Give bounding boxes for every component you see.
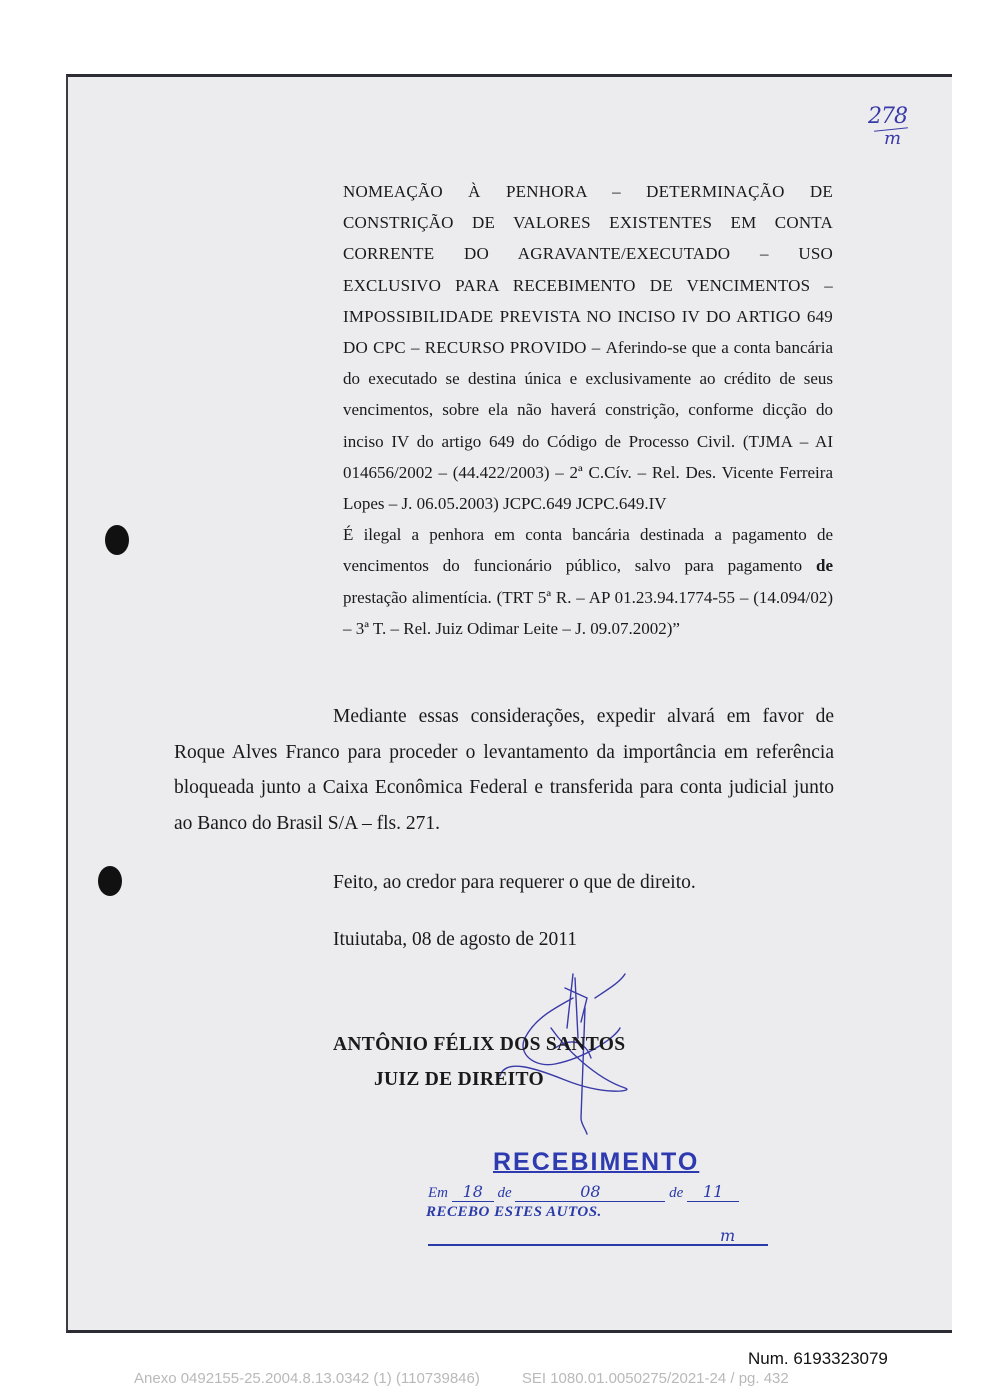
quote-body: Aferindo-se que a conta bancária do executado se destina única e exclusivamente ao crédito de seus vencimentos, sobre ela não haverá constrição, conforme dicção do inciso IV do artigo 649 do Código de Processo Civil. (TJMA – AI 014656/2002 – (44.422/2003) – 2ª C.Cív. – Rel. Des. Vicente Ferreira Lopes – J. 06.05.2003) JCPC.649 JCPC.649.IV (343, 338, 833, 514)
stamp-signature-line (428, 1244, 768, 1246)
stamp-date-line (428, 1182, 739, 1202)
quote-second-pre: É ilegal a penhora em conta bancária destinada a pagamento de vencimentos do funcionário público, salvo para pagamento (343, 525, 833, 576)
stamp-de-2: de (669, 1185, 684, 1201)
page-initials: m (884, 128, 902, 149)
decision-paragraph (174, 699, 834, 841)
punch-hole-top (105, 525, 129, 555)
footer-sei: SEI 1080.01.0050275/2021-24 / pg. 432 (521, 1370, 789, 1387)
stamp-day: 18 (452, 1182, 494, 1202)
decision-text: Mediante essas considerações, expedir alvará em favor de Roque Alves Franco para proceder o levantamento da importância em referência bloqueada junto a Caixa Econômica Federal e transferida para conta judicial junto ao Banco do Brasil S/A – fls. 271. (174, 706, 834, 834)
footer-annex: Anexo 0492155-25.2004.8.13.0342 (1) (110739846) (134, 1370, 480, 1387)
document-number: Num. 6193323079 (748, 1349, 888, 1368)
signer-name: ANTÔNIO FÉLIX DOS SANTOS (333, 1034, 626, 1055)
handwritten-page-number (868, 104, 938, 154)
quote-first-ruling (343, 176, 833, 519)
signer-title: JUIZ DE DIREITO (374, 1069, 544, 1090)
stamp-month: 08 (515, 1182, 665, 1202)
quote-second-bold: de (816, 556, 833, 576)
receipt-stamp (420, 1148, 780, 1258)
page-number: 278 (868, 104, 907, 129)
stamp-prefix: Em (428, 1185, 448, 1201)
stamp-receipt-text: RECEBO ESTES AUTOS. (426, 1204, 602, 1220)
place-date: Ituiutaba, 08 de agosto de 2011 (333, 929, 578, 950)
stamp-year: 11 (687, 1182, 739, 1202)
closing-paragraph: Feito, ao credor para requerer o que de direito. (333, 872, 696, 893)
quote-second-ruling (343, 519, 833, 644)
stamp-initials: m (720, 1226, 736, 1245)
stamp-title: RECEBIMENTO (493, 1148, 700, 1176)
quote-headline: NOMEAÇÃO À PENHORA – DETERMINAÇÃO DE CONSTRIÇÃO DE VALORES EXISTENTES EM CONTA CORRENTE DO AGRAVANTE/EXECUTADO – USO EXCLUSIVO PARA RECEBIMENTO DE VENCIMENTOS – IMPOSSIBILIDADE PREVISTA NO INCISO IV DO ARTIGO 649 DO CPC – RECURSO PROVIDO – (343, 182, 833, 358)
footer-reference (134, 1370, 789, 1387)
punch-hole-bottom (98, 866, 122, 896)
stamp-de-1: de (497, 1185, 512, 1201)
jurisprudence-quote (343, 176, 833, 644)
quote-second-post: prestação alimentícia. (TRT 5ª R. – AP 01.23.94.1774-55 – (14.094/02) – 3ª T. – Rel. Juiz Odimar Leite – J. 09.07.2002)” (343, 587, 833, 638)
